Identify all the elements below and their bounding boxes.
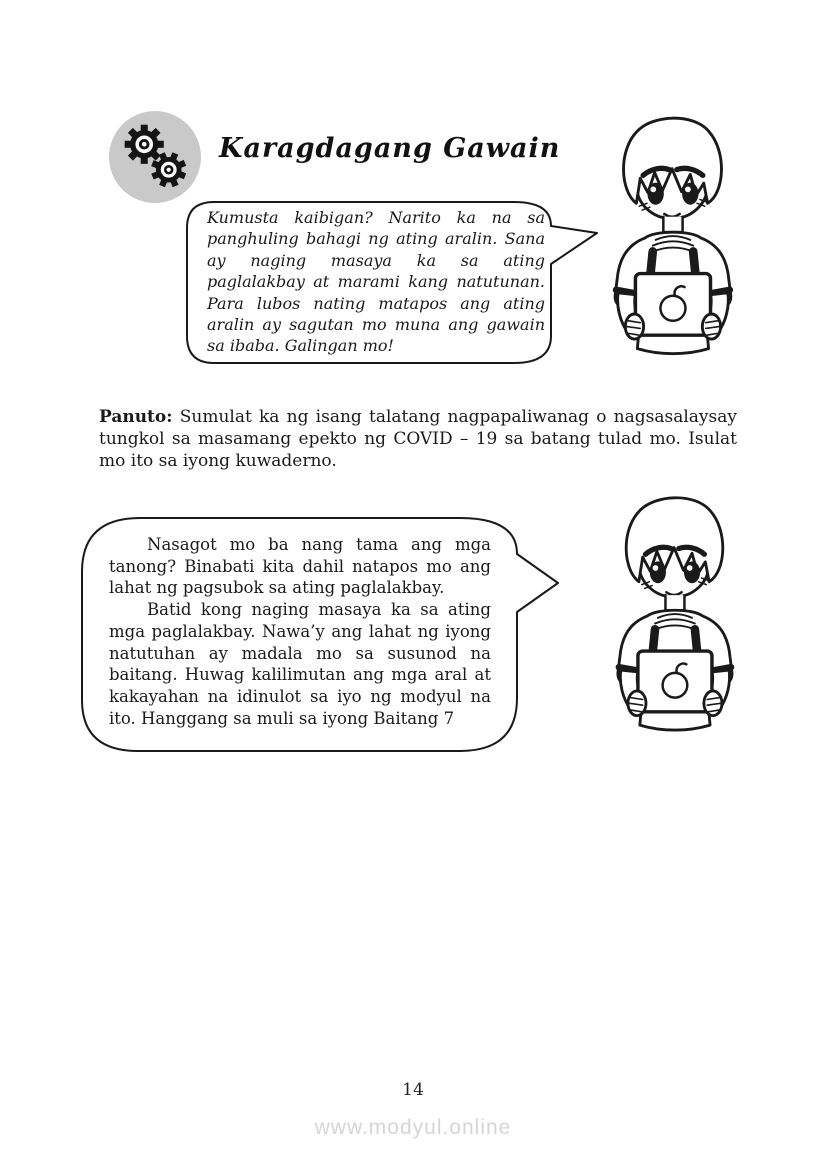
boy-with-tablet-illustration-2 [598,484,750,746]
speech-bubble-2-paragraph-1: Nasagot mo ba nang tama ang mga tanong? Binabati kita dahil natapos mo ang lahat ng pagsubok sa ating paglalakbay. [109,535,491,598]
instructions-label: Panuto: [99,407,173,427]
watermark: www.modyul.online [314,1116,512,1139]
page-number: 14 [402,1080,424,1100]
boy-with-tablet-illustration-1 [595,104,749,370]
section-title: Karagdagang Gawain [219,133,561,164]
speech-bubble-1 [207,207,545,359]
instructions [99,406,737,472]
speech-bubble-2 [109,534,491,734]
speech-bubble-2-paragraph-2: Batid kong naging masaya ka sa ating mga paglalakbay. Nawa’y ang lahat ng iyong natutuhan ay madala mo sa susunod na baitang. Huwag kalilimutan ang mga aral at kakayahan na idinulot sa iyo ng modyul na ito. Hanggang sa muli sa iyong Baitang 7 [109,600,491,728]
speech-bubble-1-text: Kumusta kaibigan? Narito ka na sa panghuling bahagi ng ating aralin. Sana ay naging masaya ka sa ating paglalakbay at marami kang natutunan. Para lubos nating matapos ang ating aralin ay sagutan mo muna ang gawain sa ibaba. Galingan mo! [207,208,545,356]
instructions-text: Sumulat ka ng isang talatang nagpapaliwanag o nagsasalaysay tungkol sa masamang epekto ng COVID – 19 sa batang tulad mo. Isulat mo ito sa iyong kuwaderno. [99,407,737,471]
